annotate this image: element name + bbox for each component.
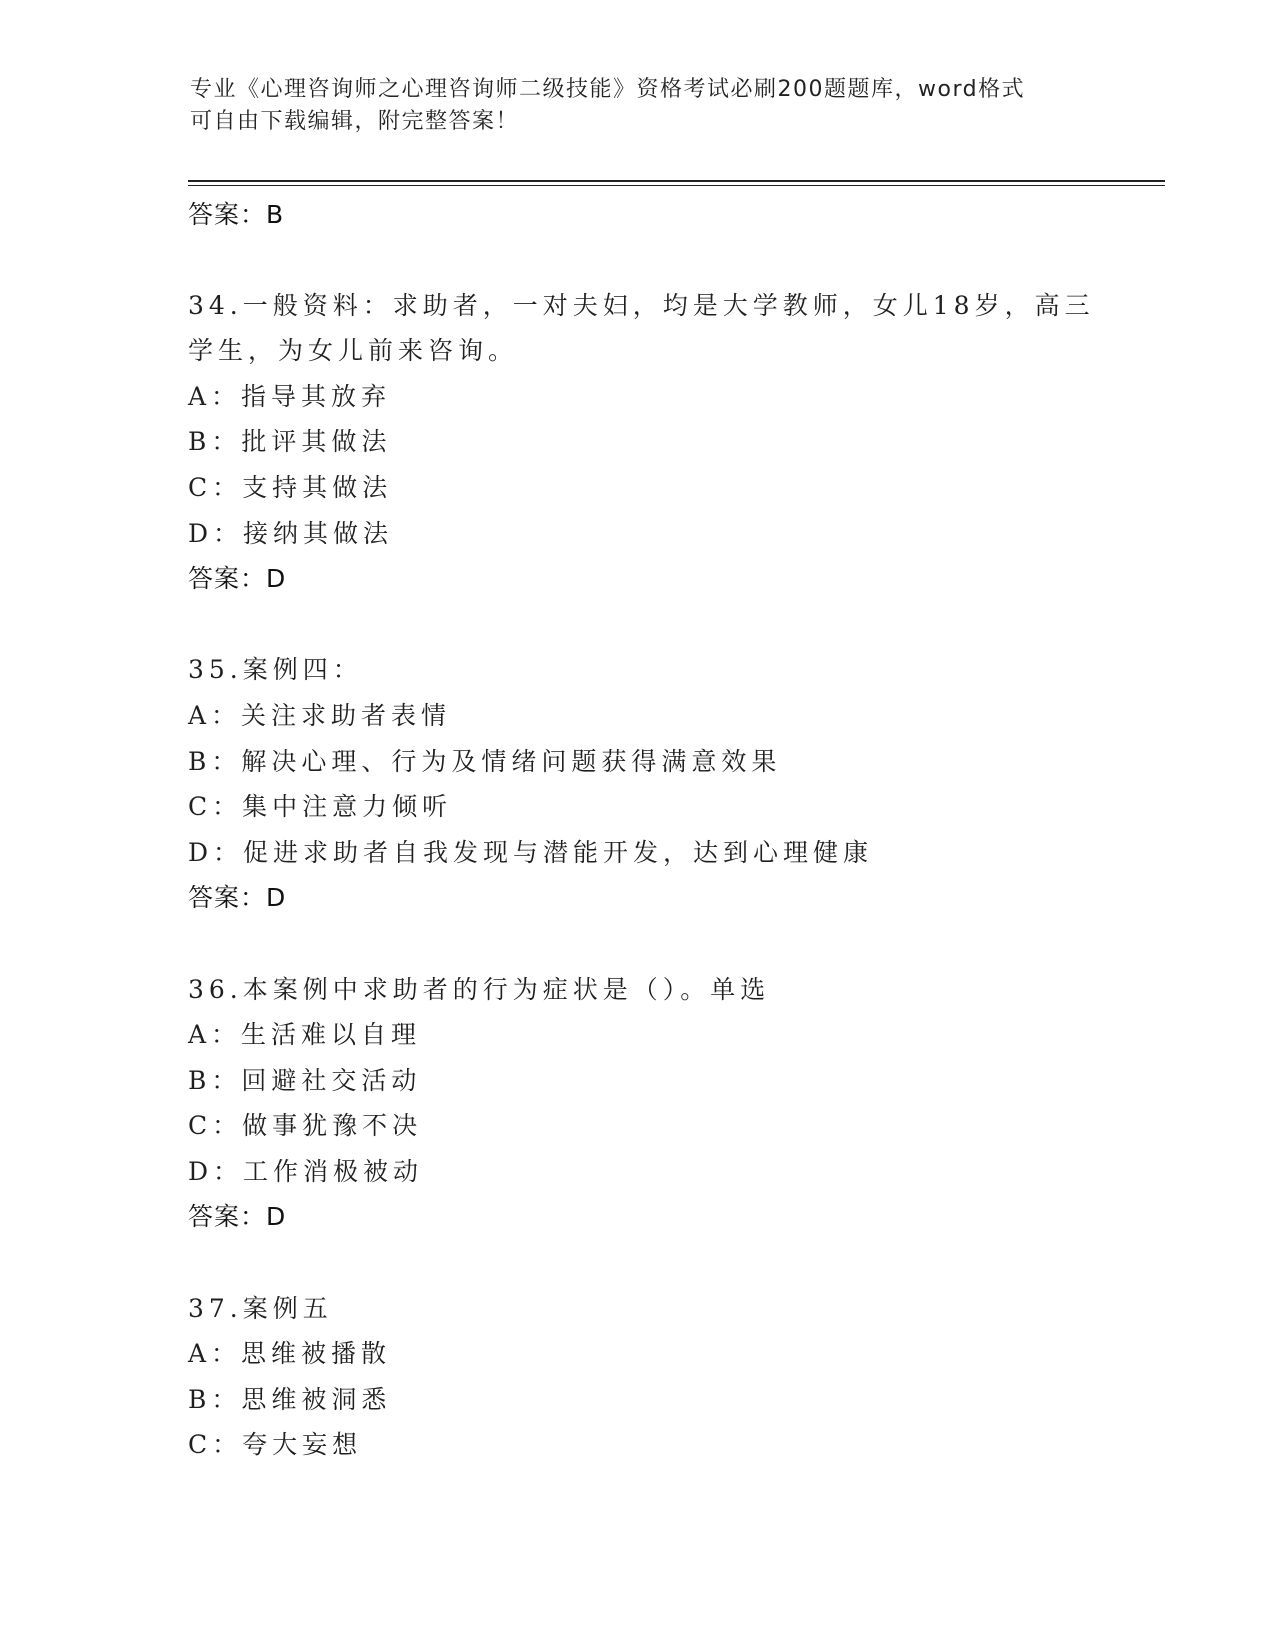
question-list	[188, 192, 1095, 1468]
option-b: B：回避社交活动	[188, 1065, 422, 1095]
answer: 答案：D	[188, 1202, 287, 1232]
answer: 答案：D	[188, 564, 287, 594]
header-title-line1: 专业《心理咨询师之心理咨询师二级技能》资格考试必刷200题题库，word格式	[190, 77, 1026, 102]
header-divider-thick	[188, 180, 1165, 182]
option-b: B：思维被洞悉	[188, 1384, 392, 1414]
option-c: C：做事犹豫不决	[188, 1111, 423, 1141]
option-a: A：生活难以自理	[188, 1020, 422, 1050]
question-text: 36.本案例中求助者的行为症状是（）。单选	[188, 974, 771, 1004]
option-a: A：指导其放弃	[188, 381, 392, 411]
answer: 答案：D	[188, 883, 287, 913]
option-d: D：促进求助者自我发现与潜能开发，达到心理健康	[188, 837, 874, 867]
question-34	[188, 283, 1095, 602]
option-c: C：支持其做法	[188, 472, 393, 502]
page-header	[190, 74, 1090, 138]
question-text: 学生，为女儿前来咨询。	[188, 336, 519, 366]
question-37	[188, 1286, 1088, 1468]
spacer	[188, 921, 1088, 967]
option-b: B：批评其做法	[188, 427, 392, 457]
option-d: D：工作消极被动	[188, 1156, 424, 1186]
option-a: A：思维被播散	[188, 1339, 392, 1369]
option-c: C：集中注意力倾听	[188, 792, 453, 822]
header-divider-thin	[188, 185, 1165, 186]
question-35	[188, 647, 1088, 921]
spacer	[188, 237, 1088, 283]
question-text: 37.案例五	[188, 1293, 333, 1323]
question-text: 35.案例四：	[188, 655, 363, 685]
option-b: B：解决心理、行为及情绪问题获得满意效果	[188, 746, 782, 776]
option-d: D：接纳其做法	[188, 518, 394, 548]
previous-answer: 答案：B	[188, 200, 285, 229]
header-title-line2: 可自由下载编辑，附完整答案！	[190, 109, 520, 134]
option-c: C：夸大妄想	[188, 1430, 363, 1460]
spacer	[188, 602, 1088, 648]
spacer	[188, 1240, 1088, 1286]
question-36	[188, 967, 1088, 1241]
option-a: A：关注求助者表情	[188, 700, 452, 730]
question-text: 34.一般资料：求助者，一对夫妇，均是大学教师，女儿18岁，高三	[188, 290, 1095, 320]
